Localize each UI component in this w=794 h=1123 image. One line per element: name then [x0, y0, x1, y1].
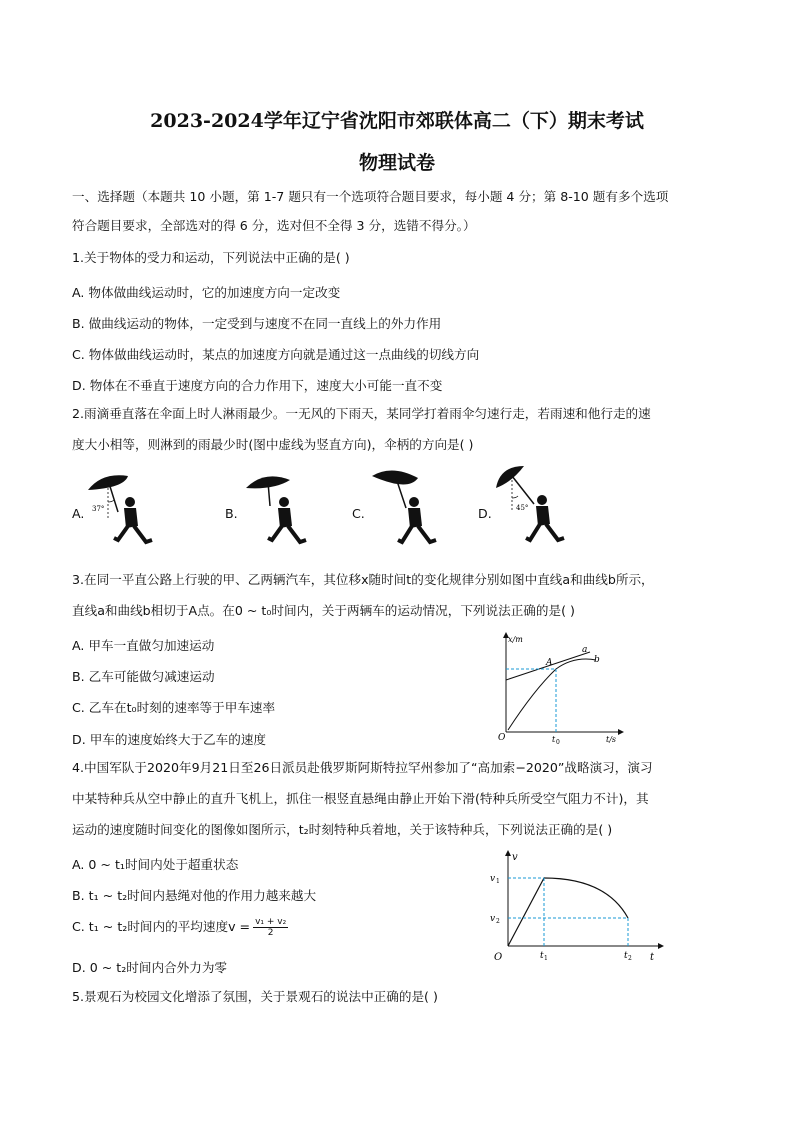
q4-option-d: D. 0 ~ t₂时间内合外力为零: [72, 960, 228, 975]
q4-stem-line1: 4.中国军队于2020年9月21日至26日派员赴俄罗斯阿斯特拉罕州参加了“高加索−2020”战略演习，演习: [72, 760, 653, 775]
q4-decel-curve: [544, 878, 628, 918]
q2-label-a: A.: [72, 506, 85, 521]
q3-stem-line2: 直线a和曲线b相切于A点。在0 ~ t₀时间内，关于两辆车的运动情况，下列说法正确的是( ): [72, 603, 575, 618]
q3-xt-graph: [494, 630, 624, 745]
q3-option-b: B. 乙车可能做匀减速运动: [72, 669, 215, 684]
q2-figure-d: [494, 462, 574, 552]
q1-stem: 1.关于物体的受力和运动，下列说法中正确的是( ): [72, 250, 350, 265]
q4-v1-sub: 1: [496, 878, 500, 885]
q4-accel-segment: [508, 878, 544, 946]
q4-t2-sub: 2: [628, 955, 632, 962]
q4-stem-line3: 运动的速度随时间变化的图像如图所示，t₂时刻特种兵着地，关于该特种兵，下列说法正确的是( ): [72, 822, 613, 837]
q4-v1-label: v: [490, 874, 496, 884]
q4-origin-label: O: [494, 952, 503, 963]
q4-vt-graph: [486, 848, 666, 966]
q4-option-c: [72, 916, 288, 938]
q5-stem: 5.景观石为校园文化增添了氛围，关于景观石的说法中正确的是( ): [72, 989, 438, 1004]
q3-option-a: A. 甲车一直做匀加速运动: [72, 638, 215, 653]
q4-option-c-fraction: $\frac{\text{v₁ + v₂}}{2}$: [255, 917, 287, 938]
section-heading-line1: 一、选择题（本题共 10 小题，第 1-7 题只有一个选项符合题目要求，每小题 4 分；第 8-10 题有多个选项: [72, 189, 669, 204]
q1-option-d: D. 物体在不垂直于速度方向的合力作用下，速度大小可能一直不变: [72, 378, 443, 393]
q2-figure-c: [368, 462, 448, 552]
q3-y-axis-label: x/m: [508, 635, 523, 644]
q2-angle-a: 37°: [92, 505, 105, 513]
q4-option-c-text: C. t₁ ~ t₂时间内的平均速度v =: [72, 919, 251, 934]
q4-stem-line2: 中某特种兵从空中静止的直升飞机上，抓住一根竖直悬绳由静止开始下滑(特种兵所受空气阻力不计)，其: [72, 791, 649, 806]
q2-figure-b: [240, 466, 320, 550]
q4-y-axis-label: v: [512, 852, 518, 863]
q4-option-b: B. t₁ ~ t₂时间内悬绳对他的作用力越来越大: [72, 888, 317, 903]
q4-t1-label: t: [540, 951, 544, 961]
q4-t1-sub: 1: [544, 955, 548, 962]
q2-figure-a: [84, 470, 164, 550]
q1-option-c: C. 物体做曲线运动时，某点的加速度方向就是通过这一点曲线的切线方向: [72, 347, 480, 362]
q3-option-d: D. 甲车的速度始终大于乙车的速度: [72, 732, 267, 747]
q3-curve-b: [508, 659, 596, 730]
q3-x-axis-label: t/s: [606, 735, 617, 744]
q3-label-a: a: [582, 645, 588, 655]
q3-stem-line1: 3.在同一平直公路上行驶的甲、乙两辆汽车，其位移x随时间t的变化规律分别如图中直线a和曲线b所示，: [72, 572, 654, 587]
q3-t0-sub: 0: [556, 739, 560, 745]
exam-subtitle: 物理试卷: [358, 152, 435, 174]
q2-label-b: B.: [225, 506, 238, 521]
q3-point-a: A: [546, 658, 553, 668]
q2-angle-d: 45°: [516, 504, 529, 512]
q4-t2-label: t: [624, 951, 628, 961]
q2-stem-line2: 度大小相等，则淋到的雨最少时(图中虚线为竖直方向)，伞柄的方向是( ): [72, 437, 474, 452]
q1-option-b: B. 做曲线运动的物体，一定受到与速度不在同一直线上的外力作用: [72, 316, 442, 331]
q3-t0-label: t: [552, 735, 556, 744]
section-heading-line2: 符合题目要求，全部选对的得 6 分，选对但不全得 3 分，选错不得分。）: [72, 218, 476, 233]
q3-label-b: b: [594, 655, 600, 665]
exam-title: 2023-2024学年辽宁省沈阳市郊联体高二（下）期末考试: [150, 110, 644, 132]
q3-option-c: C. 乙车在t₀时刻的速率等于甲车速率: [72, 700, 276, 715]
q3-origin-label: O: [498, 733, 506, 743]
q4-v2-label: v: [490, 914, 496, 924]
q1-option-a: A. 物体做曲线运动时，它的加速度方向一定改变: [72, 285, 341, 300]
q4-v2-sub: 2: [496, 918, 500, 925]
q2-label-c: C.: [352, 506, 365, 521]
q4-x-axis-label: t: [650, 952, 655, 963]
q2-stem-line1: 2.雨滴垂直落在伞面上时人淋雨最少。一无风的下雨天，某同学打着雨伞匀速行走，若雨速和他行走的速: [72, 406, 651, 421]
q4-option-a: A. 0 ~ t₁时间内处于超重状态: [72, 857, 239, 872]
q2-label-d: D.: [478, 506, 492, 521]
